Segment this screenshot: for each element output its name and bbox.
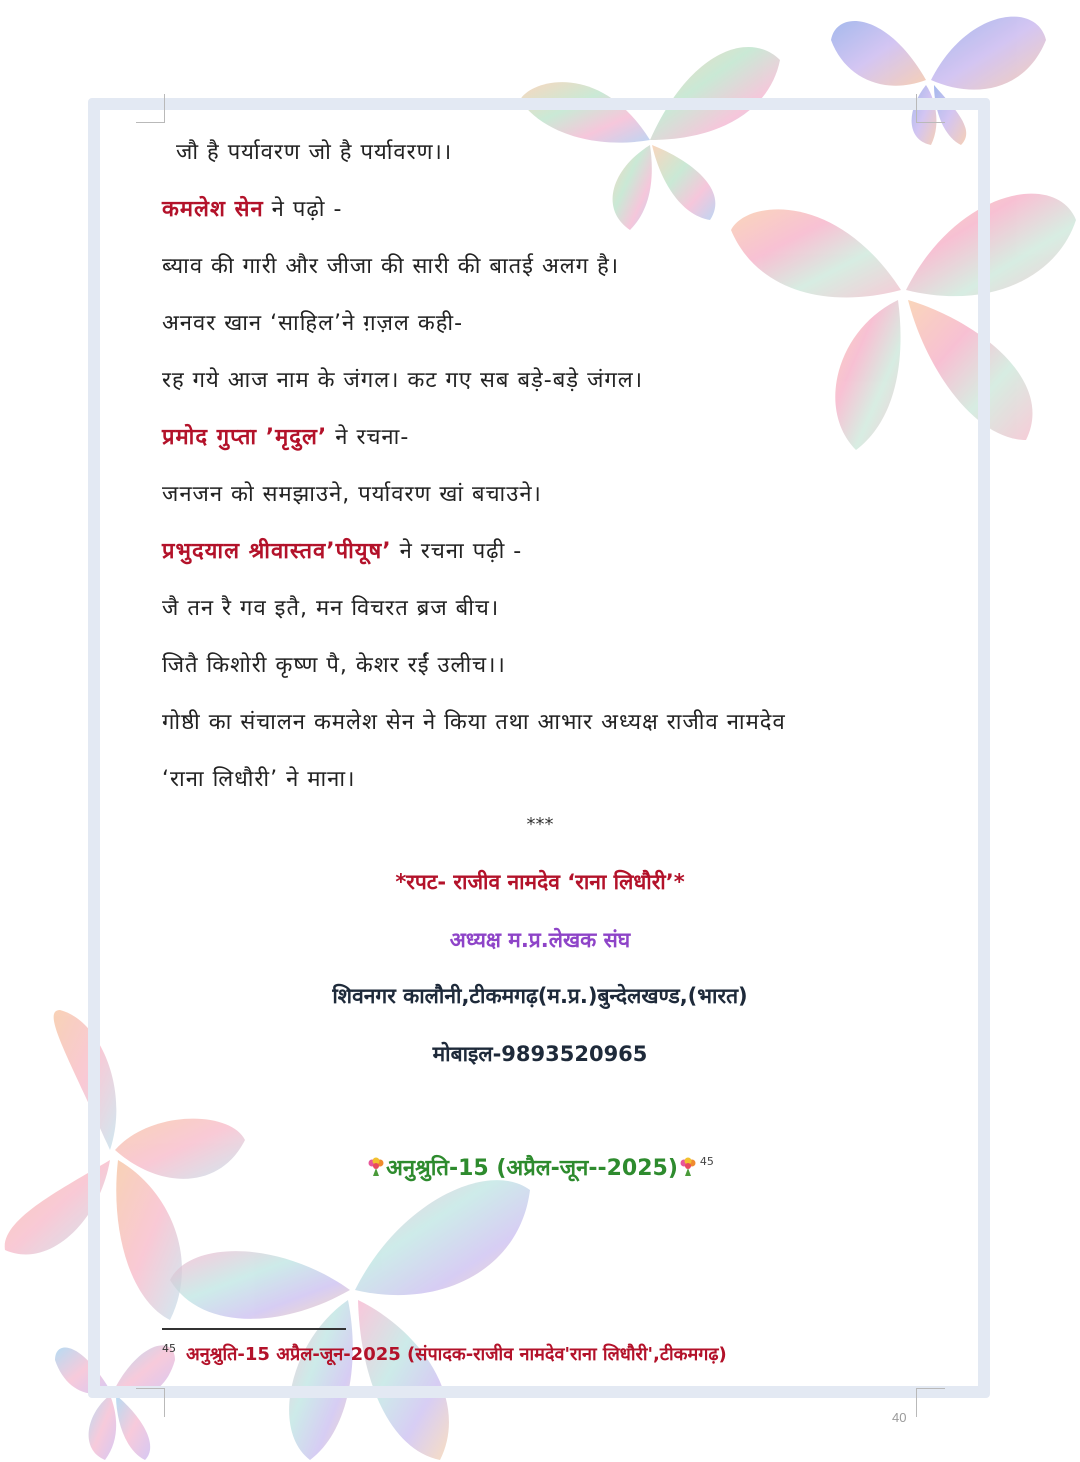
footnote: [162, 1342, 727, 1366]
crop-mark: [136, 1388, 165, 1417]
author-name: कमलेश सेन: [162, 197, 264, 222]
crop-mark: [136, 94, 165, 123]
text-line: अनवर खान ‘साहिल’ने ग़ज़ल कही-: [162, 311, 464, 336]
author-mobile: मोबाइल-9893520965: [432, 1042, 648, 1066]
text-line: प्रमोद गुप्ता ’मृदुल’ ने रचना-: [162, 425, 410, 450]
footnote-divider: [162, 1328, 346, 1330]
text-line: प्रभुदयाल श्रीवास्तव’पीयूष’ ने रचना पढ़ी -: [162, 539, 523, 564]
journal-line: अनुश्रुति-15 (अप्रैल-जून--2025) $^{45}$: [162, 1152, 918, 1182]
crop-mark: [916, 1388, 945, 1417]
text-line: जितै किशोरी कृष्ण पै, केशर रईं उलीच।।: [162, 653, 506, 678]
author-address: शिवनगर कालौनी,टीकमगढ़(म.प्र.)बुन्देलखण्ड,(भारत): [332, 984, 748, 1008]
report-byline: *रपट- राजीव नामदेव ‘राना लिधौरी’*: [395, 870, 685, 894]
body-text: [162, 130, 902, 814]
text-line: गोष्ठी का संचालन कमलेश सेन ने किया तथा आभार अध्यक्ष राजीव नामदेव: [162, 710, 786, 735]
flower-bouquet-icon: [678, 1157, 698, 1177]
footnote-marker[interactable]: 45: [699, 1155, 714, 1168]
footnote-number: 45: [162, 1342, 176, 1355]
text-line: जनजन को समझाउने, पर्यावरण खां बचाउने।: [162, 482, 542, 507]
page-number: 40: [892, 1410, 907, 1425]
text-line: ब्याव की गारी और जीजा की सारी की बातई अलग है।: [162, 254, 620, 279]
section-separator: ***: [526, 814, 554, 835]
text-line: जै तन रै गव इतै, मन विचरत ब्रज बीच।: [162, 596, 500, 621]
crop-mark: [916, 94, 945, 123]
text-line: ‘राना लिधौरी’ ने माना।: [162, 767, 356, 792]
author-name: प्रभुदयाल श्रीवास्तव’पीयूष’: [162, 539, 392, 564]
text-line: कमलेश सेन ने पढ़ो -: [162, 197, 343, 222]
text-line: रह गये आज नाम के जंगल। कट गए सब बड़े-बड़े जंगल।: [162, 368, 644, 393]
text-line: जौ है पर्यावरण जो है पर्यावरण।।: [176, 140, 453, 165]
author-designation: अध्यक्ष म.प्र.लेखक संघ: [449, 928, 631, 952]
author-name: प्रमोद गुप्ता ’मृदुल’: [162, 425, 328, 450]
footnote-text: अनुश्रुति-15 अप्रैल-जून-2025 (संपादक-राजीव नामदेव'राना लिधौरी',टीकमगढ़): [186, 1344, 727, 1365]
flower-bouquet-icon: [366, 1157, 386, 1177]
